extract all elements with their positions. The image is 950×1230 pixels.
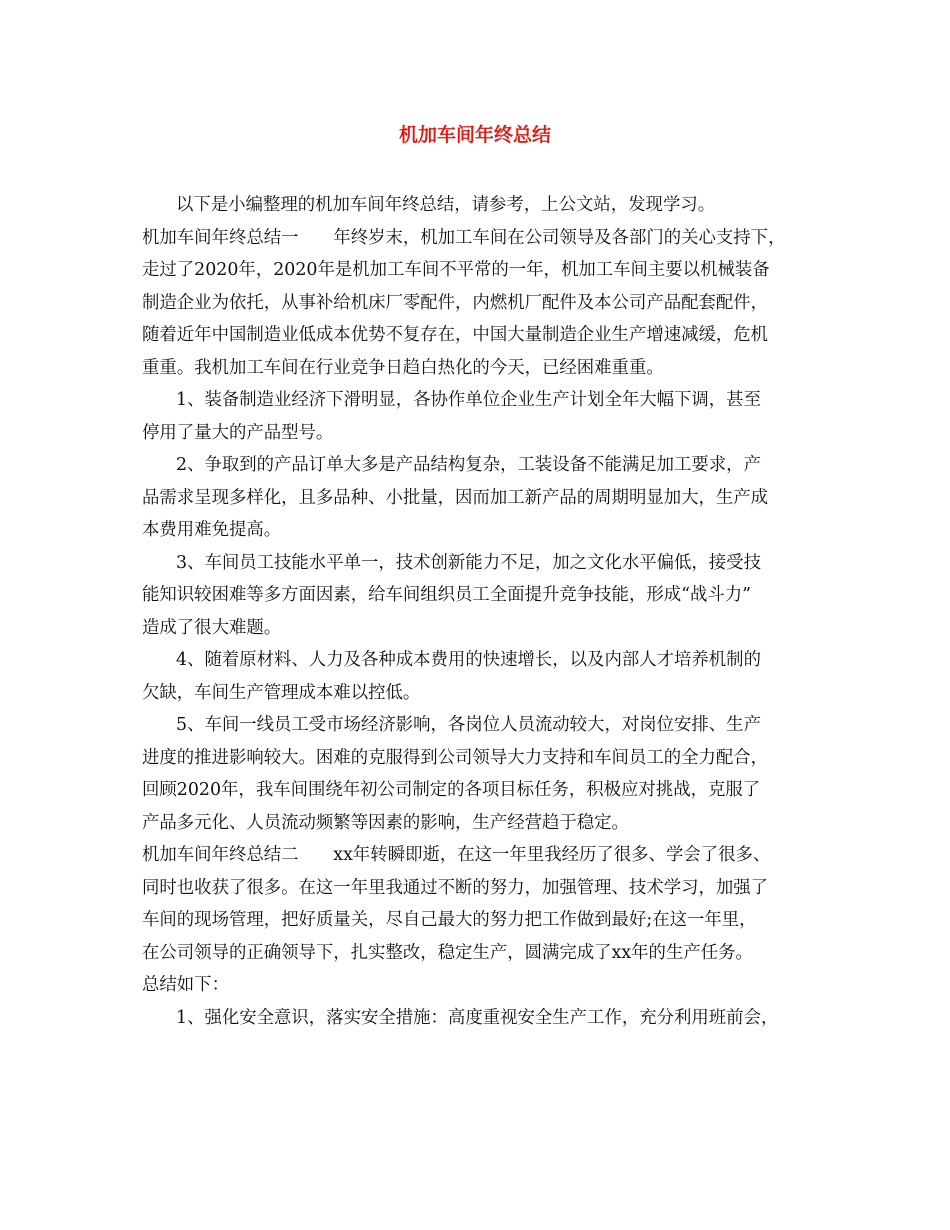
text-line: 2、争取到的产品订单大多是产品结构复杂，工装设备不能满足加工要求，产 bbox=[176, 455, 761, 475]
text-line: 机加车间年终总结一 年终岁末，机加工车间在公司领导及各部门的关心支持下， bbox=[142, 227, 786, 248]
text-line: 欠缺，车间生产管理成本难以控低。 bbox=[142, 682, 421, 703]
text-line: 回顾2020年，我车间围绕年初公司制定的各项目标任务，积极应对挑战，克服了 bbox=[142, 780, 761, 800]
text-line: 进度的推进影响较大。困难的克服得到公司领导大力支持和车间员工的全力配合， bbox=[142, 747, 769, 768]
text-line: 4、随着原材料、人力及各种成本费用的快速增长，以及内部人才培养机制的 bbox=[176, 650, 761, 670]
document-body bbox=[142, 189, 822, 1034]
text-line: 以下是小编整理的机加车间年终总结，请参考，上公文站，发现学习。 bbox=[176, 195, 716, 215]
text-line: 造成了很大难题。 bbox=[142, 617, 282, 638]
text-line: 1、强化安全意识，落实安全措施：高度重视安全生产工作，充分利用班前会， bbox=[176, 1007, 779, 1028]
text-line: 本费用难免提高。 bbox=[142, 520, 282, 540]
document-title: 机加车间年终总结 bbox=[398, 124, 551, 146]
text-line: 随着近年中国制造业低成本优势不复存在，中国大量制造企业生产增速减缓，危机 bbox=[142, 325, 769, 345]
text-line: 同时也收获了很多。在这一年里我通过不断的努力，加强管理、技术学习，加强了 bbox=[142, 877, 769, 898]
text-line: 机加车间年终总结二 xx年转瞬即逝，在这一年里我经历了很多、学会了很多、 bbox=[142, 845, 771, 865]
text-line: 重重。我机加工车间在行业竞争日趋白热化的今天，已经困难重重。 bbox=[142, 357, 664, 378]
text-line: 产品多元化、人员流动频繁等因素的影响，生产经营趋于稳定。 bbox=[142, 812, 629, 833]
text-line: 停用了量大的产品型号。 bbox=[142, 422, 334, 443]
text-line: 3、车间员工技能水平单一，技术创新能力不足，加之文化水平偏低，接受技 bbox=[176, 552, 761, 573]
text-line: 能知识较困难等多方面因素，给车间组织员工全面提升竞争技能，形成“战斗力” bbox=[142, 585, 752, 605]
text-line: 车间的现场管理，把好质量关，尽自己最大的努力把工作做到最好;在这一年里， bbox=[142, 910, 757, 930]
text-line: 5、车间一线员工受市场经济影响，各岗位人员流动较大，对岗位安排、生产 bbox=[176, 715, 761, 735]
text-line: 1、装备制造业经济下滑明显，各协作单位企业生产计划全年大幅下调，甚至 bbox=[176, 390, 761, 410]
text-line: 品需求呈现多样化，且多品种、小批量，因而加工新产品的周期明显加大，生产成 bbox=[142, 487, 769, 508]
text-line: 在公司领导的正确领导下，扎实整改，稳定生产，圆满完成了xx年的生产任务。 bbox=[142, 942, 753, 963]
text-line: 总结如下： bbox=[142, 975, 229, 995]
text-line: 制造企业为依托，从事补给机床厂零配件，内燃机厂配件及本公司产品配套配件， bbox=[142, 292, 769, 313]
text-line: 走过了2020年，2020年是机加工车间不平常的一年，机加工车间主要以机械装备 bbox=[142, 260, 770, 280]
